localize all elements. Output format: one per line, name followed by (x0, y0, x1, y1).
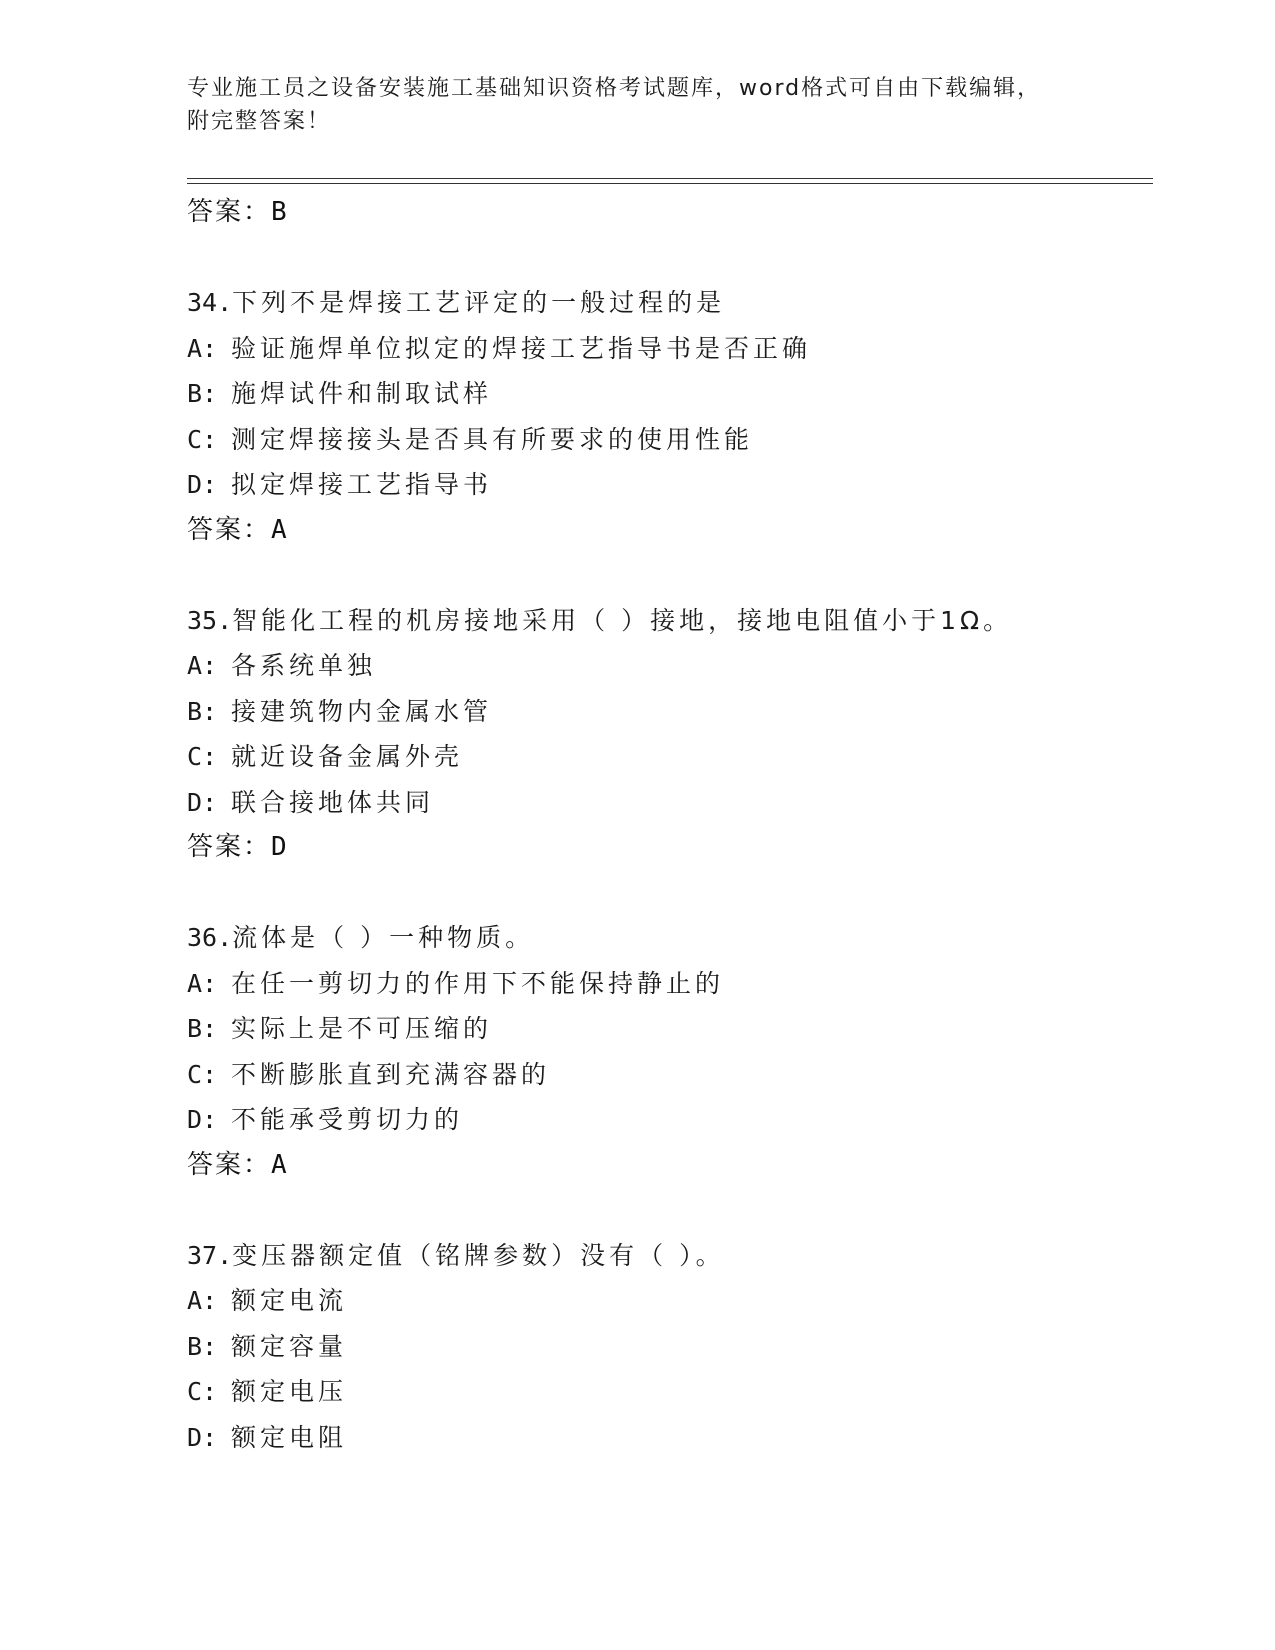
option-c (187, 1369, 1153, 1415)
answer-value: D (271, 832, 289, 862)
option-d (187, 1097, 1153, 1143)
answer-label: 答案： (187, 832, 272, 862)
question-stem (187, 598, 1153, 644)
question-text: 流体是（ ）一种物质。 (232, 923, 535, 952)
option-d (187, 780, 1153, 826)
option-key: B: (187, 379, 218, 408)
answer-line (187, 190, 1153, 235)
option-c (187, 417, 1153, 463)
answer-line (187, 825, 1153, 870)
option-c (187, 734, 1153, 780)
option-key: A: (187, 1286, 218, 1315)
option-a (187, 643, 1153, 689)
question-stem (187, 280, 1153, 326)
answer-label: 答案： (187, 514, 272, 545)
option-key: D: (187, 1422, 218, 1452)
option-text: 实际上是不可压缩的 (231, 1014, 493, 1043)
option-text: 额定电流 (231, 1286, 348, 1315)
question-text: 智能化工程的机房接地采用（ ）接地，接地电阻值小于1Ω。 (232, 605, 1013, 635)
header-divider-top (187, 178, 1153, 179)
option-b (187, 371, 1153, 417)
header-line-2: 附完整答案！ (187, 109, 332, 134)
header-divider-bottom (187, 183, 1153, 184)
answer-value: A (271, 514, 289, 545)
answer-value: B (271, 197, 289, 227)
option-key: D: (187, 1105, 218, 1134)
option-text: 额定容量 (231, 1331, 348, 1361)
option-text: 在任一剪切力的作用下不能保持静止的 (231, 968, 725, 998)
option-c (187, 1052, 1153, 1098)
option-key: B: (187, 696, 218, 726)
option-key: D: (187, 470, 218, 499)
option-key: A: (187, 651, 218, 680)
question-number: 37. (187, 1240, 233, 1270)
option-key: C: (187, 1059, 218, 1089)
option-text: 验证施焊单位拟定的焊接工艺指导书是否正确 (231, 333, 812, 363)
option-a (187, 326, 1153, 372)
question-list (187, 190, 1153, 1460)
question-text: 下列不是焊接工艺评定的一般过程的是 (232, 288, 726, 317)
option-key: C: (187, 424, 218, 454)
question-number: 35. (187, 605, 233, 635)
option-b (187, 689, 1153, 735)
option-text: 拟定焊接工艺指导书 (231, 470, 493, 499)
option-d (187, 1415, 1153, 1461)
question-block (187, 598, 1153, 871)
spacer (187, 553, 1153, 598)
question-number: 36. (187, 923, 233, 952)
option-text: 测定焊接接头是否具有所要求的使用性能 (231, 424, 754, 454)
option-b (187, 1006, 1153, 1052)
document-header (187, 72, 1067, 138)
question-number: 34. (187, 288, 233, 317)
option-text: 各系统单独 (231, 651, 377, 680)
answer-value: A (271, 1149, 289, 1180)
option-key: C: (187, 742, 218, 771)
option-d (187, 462, 1153, 508)
question-stem (187, 915, 1153, 961)
question-block (187, 280, 1153, 553)
option-key: B: (187, 1331, 218, 1361)
option-text: 施焊试件和制取试样 (231, 379, 493, 408)
option-text: 接建筑物内金属水管 (231, 696, 493, 726)
answer-line (187, 508, 1153, 553)
option-text: 额定电压 (231, 1377, 348, 1406)
question-text: 变压器额定值（铭牌参数）没有（ ）。 (232, 1240, 725, 1270)
option-key: B: (187, 1014, 218, 1043)
spacer (187, 1188, 1153, 1233)
option-text: 不断膨胀直到充满容器的 (231, 1059, 551, 1089)
option-text: 不能承受剪切力的 (231, 1105, 464, 1134)
answer-label: 答案： (187, 197, 272, 227)
answer-label: 答案： (187, 1149, 272, 1180)
header-line-1: 专业施工员之设备安装施工基础知识资格考试题库，word格式可自由下载编辑， (187, 76, 1042, 101)
spacer (187, 235, 1153, 280)
option-b (187, 1324, 1153, 1370)
option-a (187, 1278, 1153, 1324)
option-key: C: (187, 1377, 218, 1406)
spacer (187, 870, 1153, 915)
option-key: A: (187, 968, 218, 998)
question-block (187, 1233, 1153, 1461)
option-text: 就近设备金属外壳 (231, 742, 464, 771)
answer-line (187, 1143, 1153, 1188)
option-text: 联合接地体共同 (231, 787, 435, 817)
question-stem (187, 1233, 1153, 1279)
question-block (187, 915, 1153, 1188)
option-a (187, 961, 1153, 1007)
option-text: 额定电阻 (231, 1422, 348, 1452)
option-key: A: (187, 333, 218, 363)
option-key: D: (187, 787, 218, 817)
